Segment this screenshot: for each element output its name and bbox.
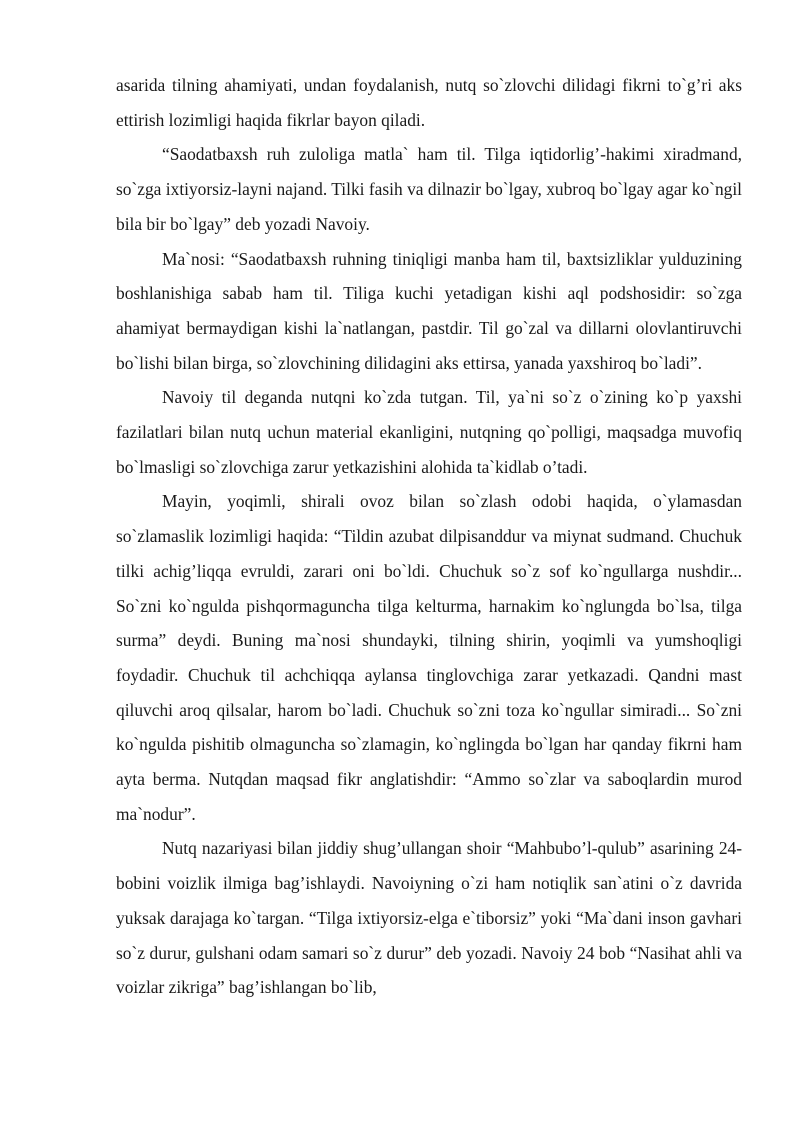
paragraph-2: “Saodatbaxsh ruh zuloliga matla` ham til. Tilga iqtidorlig’-hakimi xiradmand, so`zga ixtiyorsiz-layni najand. Tilki fasih va dilnazir bo`lgay, xubroq bo`lgay agar ko`ngil bila bir bo`lgay” deb yozadi Navoiy. <box>116 144 742 234</box>
paragraph-6: Nutq nazariyasi bilan jiddiy shug’ullangan shoir “Mahbubo’l-qulub” asarining 24-bobini voizlik ilmiga bag’ishlaydi. Navoiyning o`zi ham notiqlik san`atini o`z davrida yuksak darajaga ko`targan. “Tilga ixtiyorsiz-elga e`tiborsiz” yoki “Ma`dani inson gavhari so`z durur, gulshani odam samari so`z durur” deb yozadi. Navoiy 24 bob “Nasihat ahli va voizlar zikriga” bag’ishlangan bo`lib, <box>116 838 742 998</box>
paragraph-5: Mayin, yoqimli, shirali ovoz bilan so`zlash odobi haqida, o`ylamasdan so`zlamaslik lozimligi haqida: “Tildin azubat dilpisanddur va miynat sudmand. Chuchuk tilki achig’liqqa evruldi, zarari oni bo`ldi. Chuchuk so`z sof ko`ngullarga nushdir... So`zni ko`ngulda pishqormaguncha tilga kelturma, harnakim ko`nglungda bo`lsa, tilga surma” deydi. Buning ma`nosi shundayki, tilning shirin, yoqimli va yumshoqligi foydadir. Chuchuk til achchiqqa aylansa tinglovchiga zarar yetkazadi. Qandni mast qiluvchi aroq qilsalar, harom bo`ladi. Chuchuk so`zni toza ko`ngullar simiradi... So`zni ko`ngulda pishitib olmaguncha so`zlamagin, ko`nglingda bo`lgan har qanday fikrni ham ayta berma. Nutqdan maqsad fikr anglatishdir: “Ammo so`zlar va saboqlardin murod ma`nodur”. <box>116 491 742 824</box>
paragraph-4: Navoiy til deganda nutqni ko`zda tutgan. Til, ya`ni so`z o`zining ko`p yaxshi fazilatlari bilan nutq uchun material ekanligini, nutqning qo`polligi, maqsadga muvofiq bo`lmasligi so`zlovchiga zarur yetkazishini alohida ta`kidlab o’tadi. <box>116 387 742 477</box>
paragraph-1: asarida tilning ahamiyati, undan foydalanish, nutq so`zlovchi dilidagi fikrni to`g’ri aks ettirish lozimligi haqida fikrlar bayon qiladi. <box>116 75 742 130</box>
paragraph-3: Ma`nosi: “Saodatbaxsh ruhning tiniqligi manba ham til, baxtsizliklar yulduzining boshlanishiga sabab ham til. Tiliga kuchi yetadigan kishi aql podshosidir: so`zga ahamiyat bermaydigan kishi la`natlangan, pastdir. Til go`zal va dillarni olovlantiruvchi bo`lishi bilan birga, so`zlovchining dilidagini aks ettirsa, yanada yaxshiroq bo`ladi”. <box>116 248 742 373</box>
document-page <box>116 68 742 1005</box>
